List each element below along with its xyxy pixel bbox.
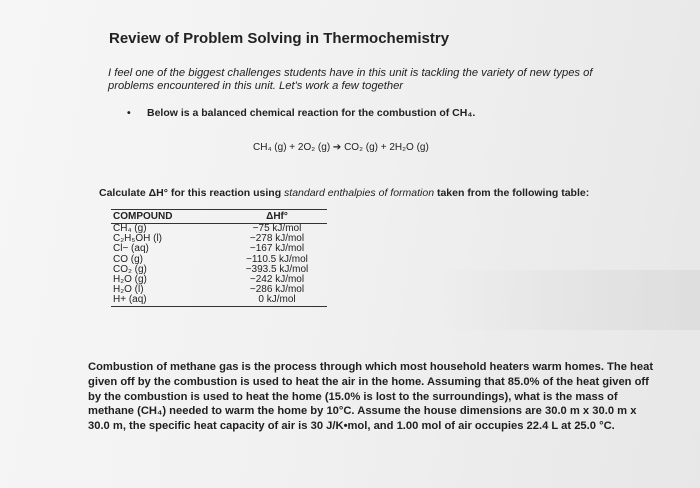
header-compound: COMPOUND <box>113 211 173 222</box>
enthalpy-cell: −286 kJ/mol <box>249 284 305 296</box>
enthalpy-cell: −393.5 kJ/mol <box>245 263 309 275</box>
compound-cell: Cl− (aq) <box>113 243 149 255</box>
compound-cell: CH₄ (g) <box>113 223 147 234</box>
enthalpy-cell: −278 kJ/mol <box>249 233 305 245</box>
calculate-lead: Calculate ΔH° for this reaction using <box>99 187 282 199</box>
chemical-equation: CH₄ (g) + 2O₂ (g) ➔ CO₂ (g) + 2H₂O (g) <box>253 142 429 153</box>
bullet-text: Below is a balanced chemical reaction for the combustion of CH₄. <box>147 107 476 119</box>
calculate-instruction <box>99 187 589 199</box>
enthalpy-cell: 0 kJ/mol <box>258 294 296 306</box>
enthalpy-table <box>111 209 327 307</box>
bullet-item <box>127 107 475 119</box>
table-header <box>111 209 327 224</box>
page-title: Review of Problem Solving in Thermochemistry <box>109 30 450 47</box>
header-enthalpy: ΔHf° <box>266 211 288 222</box>
enthalpy-cell: −75 kJ/mol <box>252 223 302 234</box>
compound-cell: H+ (aq) <box>113 294 147 306</box>
enthalpy-cell: −110.5 kJ/mol <box>246 253 308 265</box>
table-row <box>111 295 327 306</box>
compound-cell: C₂H₅OH (l) <box>113 233 163 245</box>
bullet-marker: • <box>127 107 131 119</box>
compound-cell: CO₂ (g) <box>113 263 147 275</box>
compound-cell: H₂O (g) <box>113 273 147 285</box>
calculate-tail: taken from the following table: <box>436 187 590 199</box>
compound-cell: CO (g) <box>113 253 143 265</box>
problem-paragraph: Combustion of methane gas is the process through which most household heaters warm homes. The heat given off by the combustion is used to heat the air in the home. Assuming that 85.0% of the heat given off by the combustion is used to heat the home (15.0% is lost to the surroundings), what is the mass of methane (CH₄) needed to warm the home by 10°C. Assume the house dimensions are 30.0 m x 30.0 m x 30.0 m, the specific heat capacity of air is 30 J/K•mol, and 1.00 mol of air occupies 22.4 L at 25.0 °C. <box>88 361 654 433</box>
enthalpy-cell: −242 kJ/mol <box>249 273 305 285</box>
calculate-italic: standard enthalpies of formation <box>284 187 435 199</box>
enthalpy-cell: −167 kJ/mol <box>249 243 305 255</box>
intro-text: I feel one of the biggest challenges students have in this unit is tackling the variety of new types of problems encountered in this unit. Let's work a few together <box>108 67 593 92</box>
background-smudge <box>440 270 700 330</box>
compound-cell: H₂O (l) <box>113 284 144 296</box>
